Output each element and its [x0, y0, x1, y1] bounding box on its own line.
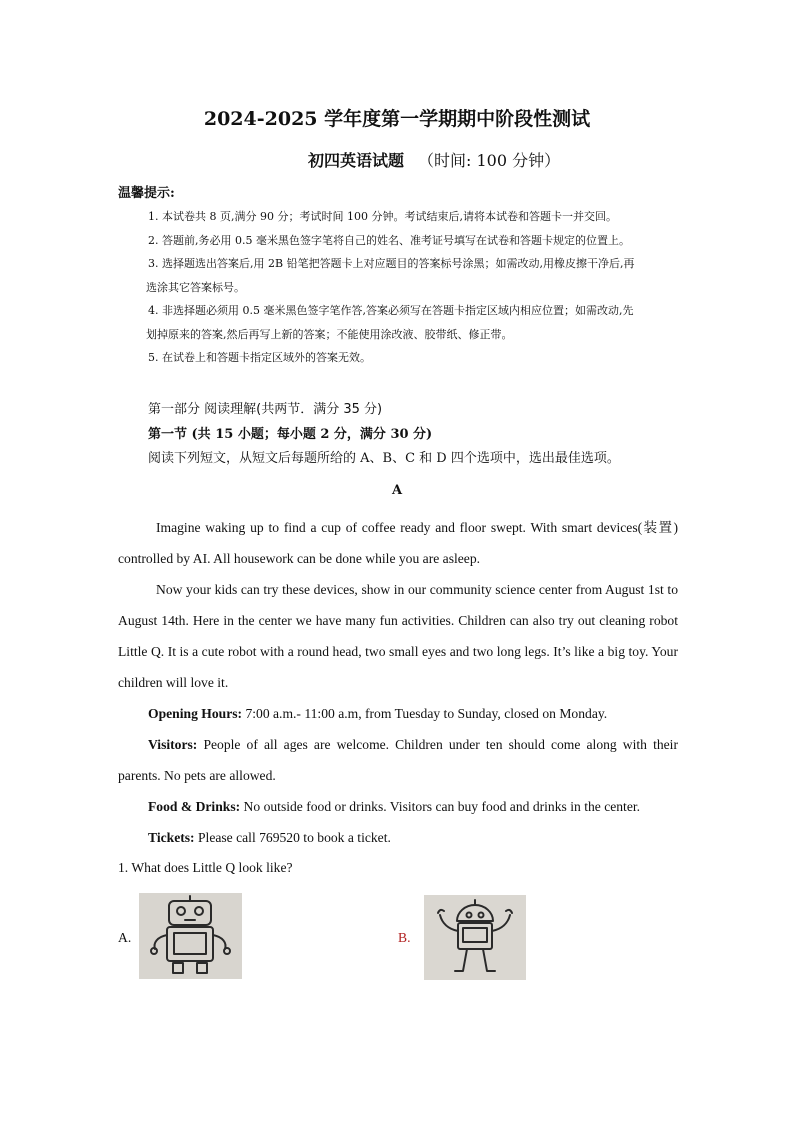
question-1: 1. What does Little Q look like?: [118, 860, 293, 875]
passage-label: A: [391, 483, 403, 498]
subject-title: 初四英语试题: [308, 151, 405, 170]
visitors-text: People of all ages are welcome. Children under ten should come along with their parents. No pets are allowed.: [118, 737, 678, 783]
tickets-text: Please call 769520 to book a ticket.: [194, 830, 391, 845]
tip-item: 2. 答题前,务必用 0.5 毫米黑色签字笔将自己的姓名、准考证号填写在试卷和答题卡规定的位置上。: [148, 233, 630, 247]
opening-hours: [118, 698, 678, 729]
exam-subtitle: [308, 148, 560, 171]
food-drinks-info: [118, 791, 678, 822]
tickets-label: Tickets:: [148, 830, 195, 845]
time-note: （时间: 100 分钟）: [418, 151, 561, 170]
tip-item: 4. 非选择题必须用 0.5 毫米黑色签字笔作答,答案必须写在答题卡指定区域内相应位置；如需改动,先: [148, 304, 634, 317]
tip-item: 5. 在试卷上和答题卡指定区域外的答案无效。: [148, 351, 371, 364]
tip-item: 3. 选择题选出答案后,用 2B 铅笔把答题卡上对应题目的答案标号涂黑；如需改动,用橡皮擦干净后,再: [148, 257, 635, 270]
option-a-label[interactable]: A.: [118, 930, 132, 945]
passage-paragraph: Now your kids can try these devices, show in our community science center from August 1st to August 14th. Here in the center we have many fun activities. Children can also try out cleaning robot Little Q. It is a cute robot with a round head, two small eyes and two long legs. It’s like a big toy. Your children will love it.: [118, 582, 678, 690]
section-heading: 第一节 (共 15 小题；每小题 2 分，满分 30 分): [148, 427, 433, 442]
tip-item-continued: 划掉原来的答案,然后再写上新的答案；不能使用涂改液、胶带纸、修正带。: [146, 327, 513, 341]
opening-hours-label: Opening Hours:: [148, 706, 243, 721]
opening-hours-text: 7:00 a.m.- 11:00 a.m, from Tuesday to Sunday, closed on Monday.: [242, 706, 608, 721]
visitors-label: Visitors:: [148, 737, 198, 752]
visitors-info: [118, 729, 678, 791]
food-drinks-label: Food & Drinks:: [148, 799, 241, 814]
tips-list: [148, 205, 688, 370]
tickets-info: [118, 822, 678, 853]
robot-square-head-icon[interactable]: [139, 893, 242, 979]
exam-title: 2024-2025 学年度第一学期期中阶段性测试: [203, 108, 591, 130]
part-heading: 第一部分 阅读理解(共两节．满分 35 分): [148, 402, 383, 417]
option-b-label[interactable]: B.: [398, 930, 411, 945]
passage-a: [118, 512, 678, 853]
food-drinks-text: No outside food or drinks. Visitors can buy food and drinks in the center.: [240, 799, 641, 814]
robot-round-head-icon[interactable]: [424, 895, 526, 980]
tip-item-continued: 选涂其它答案标号。: [146, 280, 245, 294]
section-instruction: 阅读下列短文，从短文后每题所给的 A、B、C 和 D 四个选项中，选出最佳选项。: [148, 451, 620, 466]
tips-heading: 温馨提示:: [118, 186, 175, 201]
passage-paragraph: Imagine waking up to find a cup of coffee ready and floor swept. With smart devices(装置) controlled by AI. All housework can be done while you are asleep.: [118, 520, 678, 566]
tip-item: 1. 本试卷共 8 页,满分 90 分；考试时间 100 分钟。考试结束后,请将本试卷和答题卡一并交回。: [148, 210, 617, 223]
